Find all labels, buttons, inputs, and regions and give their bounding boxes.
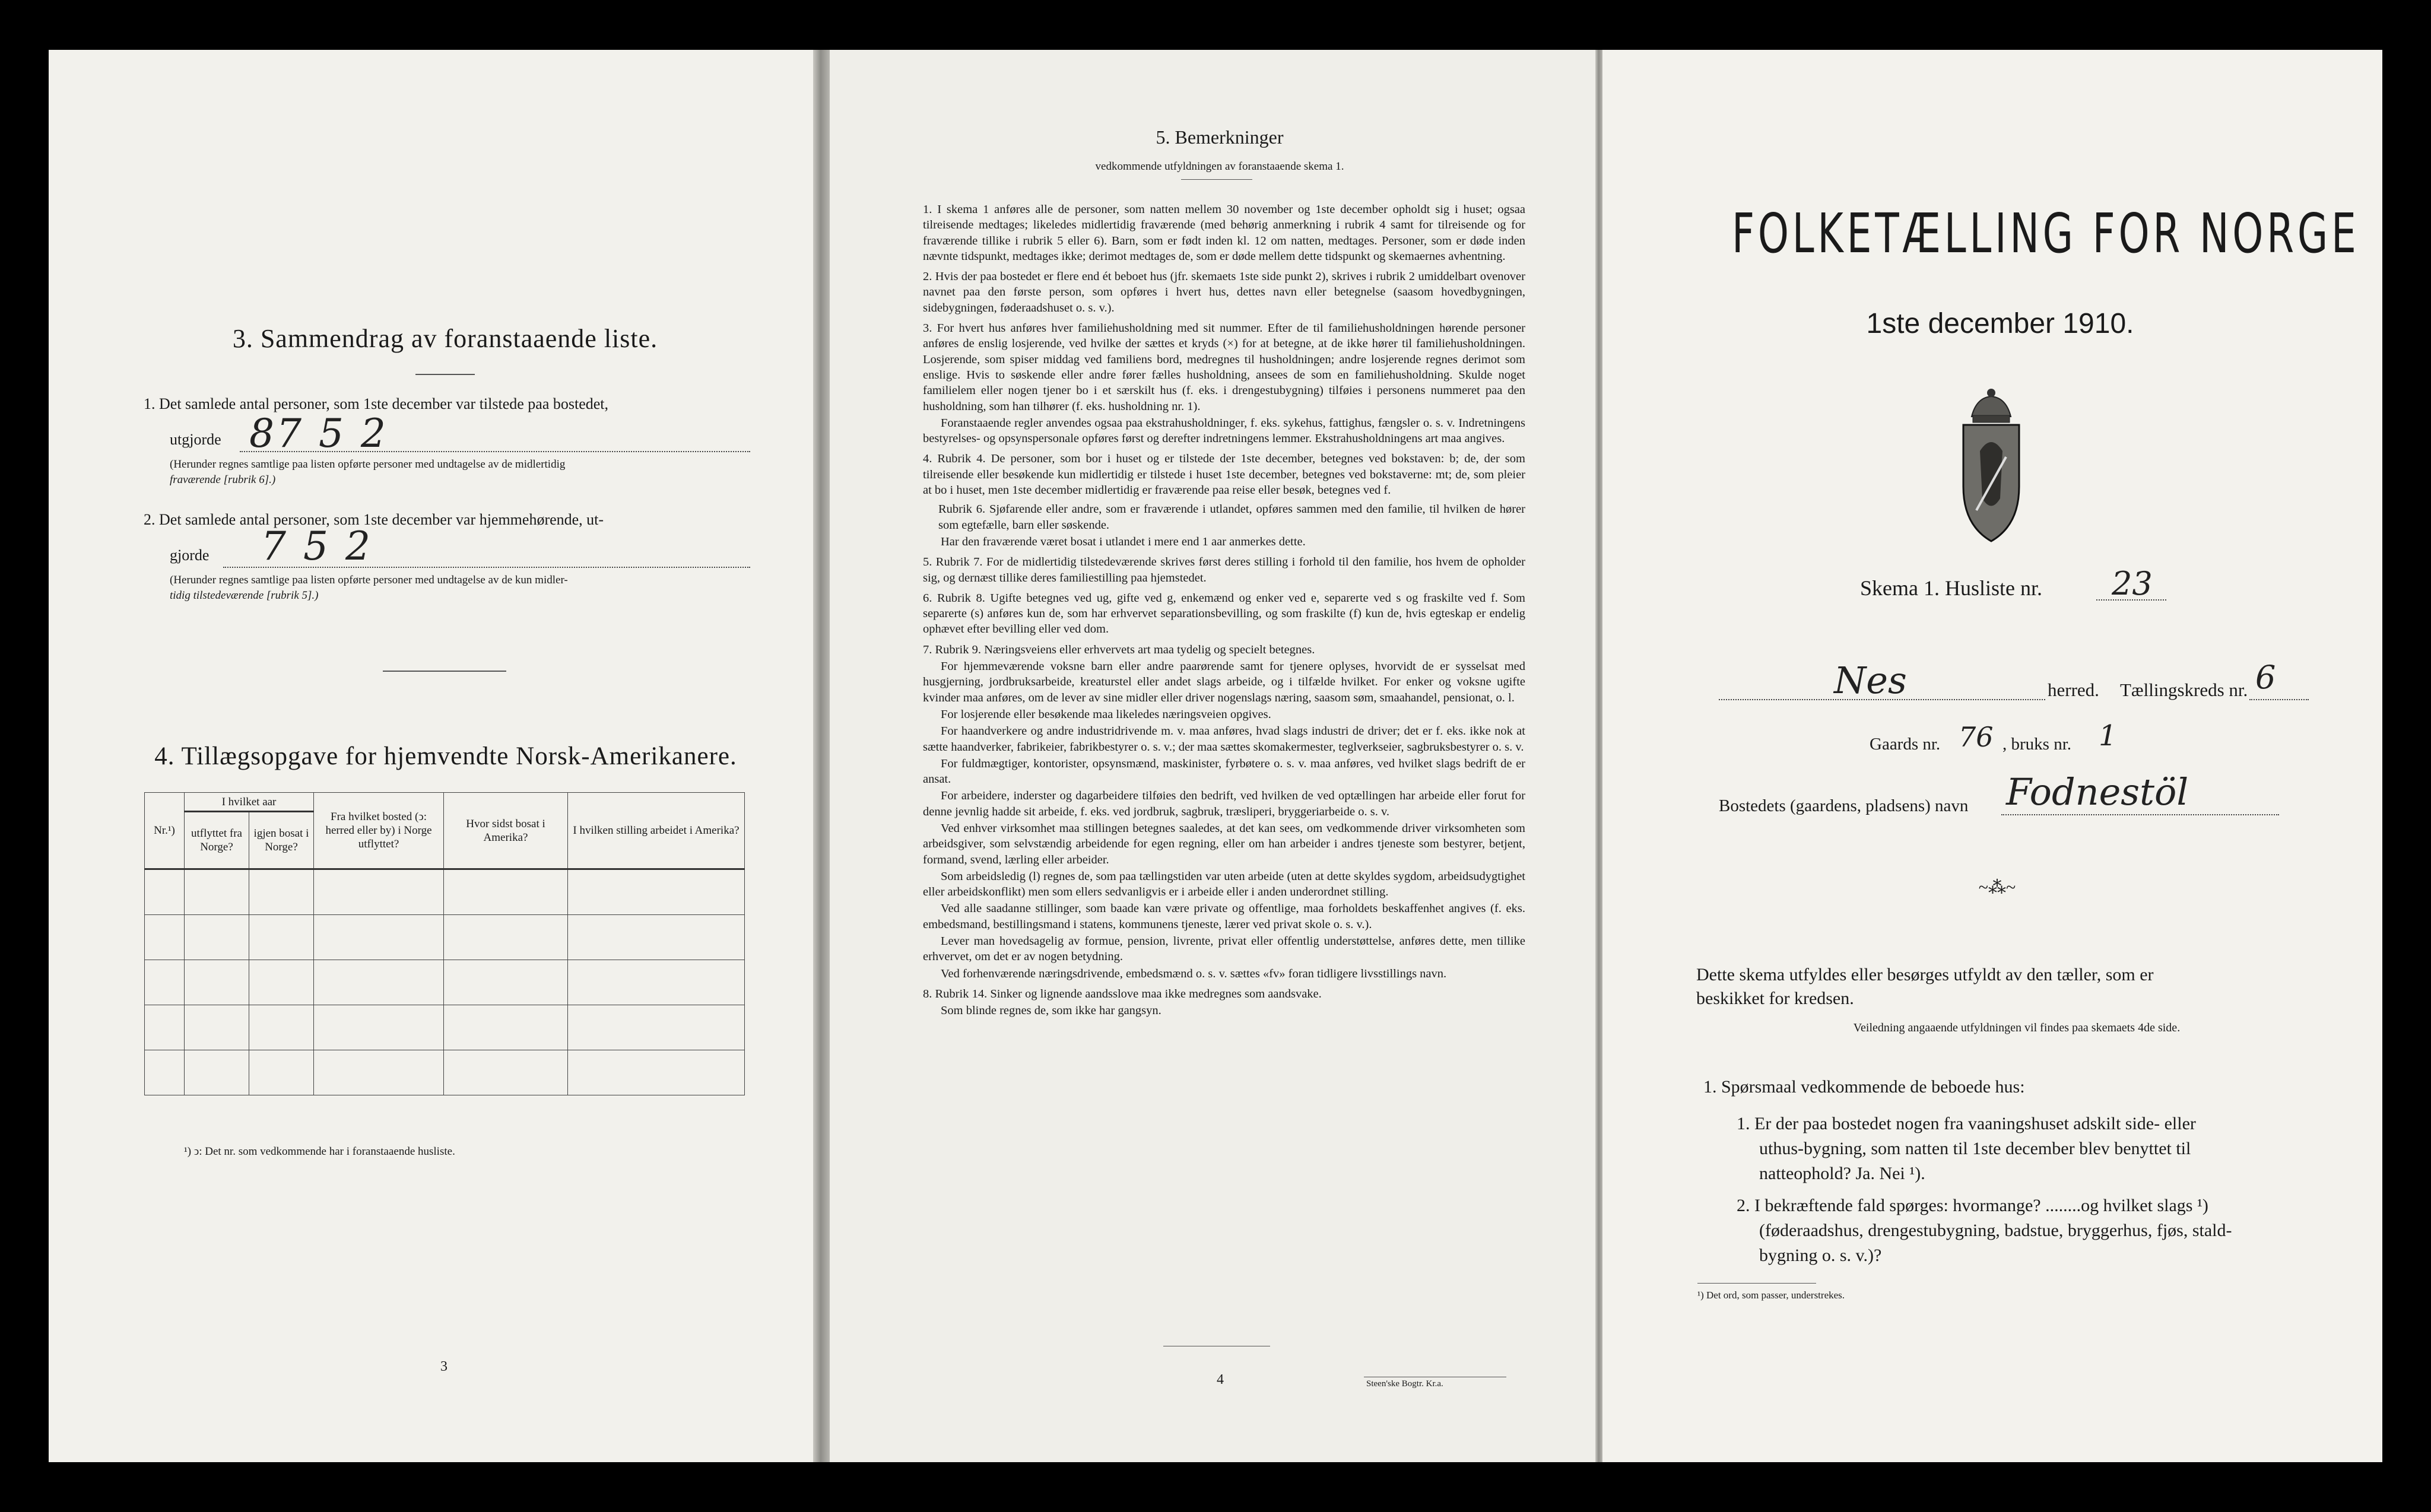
question1-line1: 1. Er der paa bostedet nogen fra vaaningshuset adskilt side- eller [1737,1114,2196,1133]
remark-item: 5. Rubrik 7. For de midlertidig tilstedeværende skrives først deres stilling i forhold til den familie, hos hvem de opholder sig, og dernæst tillike deres familiestilling paa hjemstedet. [923,555,1525,585]
item1-dotted-line [240,451,750,453]
table-cell [145,869,185,915]
bosted-value: Fodnestöl [2006,770,2189,814]
table-row [145,960,745,1005]
divider [415,374,475,375]
tillaegsopgave-table [144,792,745,1095]
table-cell [145,1050,185,1095]
remark-item: For haandverkere og andre industridrivende m. v. maa anføres, hvad slags industri de driver; det er f. eks. ikke nok at sætte haandverker, fabrikeier, fabrikbestyrer o. s. v.; der maa sættes skomakermester, teglverkseier, sagbruksbestyrer o. s. v. [923,725,1525,754]
col-nr: Nr.¹) [145,793,185,869]
table-row [145,869,745,915]
remark-item: Som arbeidsledig (l) regnes de, som paa tællingstiden var uten arbeide (uten at dette skyldes sygdom, arbeidsudygtighet eller arbeidskonflikt) men som ellers sedvanligvis er i arbeide eller i anden underordnet stilling. [923,869,1525,899]
bosted-label: Bostedets (gaardens, pladsens) navn [1719,796,1969,815]
table-cell [314,869,444,915]
question2-line2: (føderaadshus, drengestubygning, badstue, bryggerhus, fjøs, stald- [1759,1221,2232,1240]
item1-line1: 1. Det samlede antal personer, som 1ste december var tilstede paa bostedet, [144,395,609,412]
printer-mark: Steen'ske Bogtr. Kr.a. [1366,1379,1443,1389]
table-cell [249,1050,314,1095]
table-cell [249,869,314,915]
kreds-dotted-line [2249,699,2309,701]
item2-dotted-line [223,567,750,568]
table-cell [314,915,444,960]
item2-handwritten-value: 7 5 2 [261,523,373,569]
remark-item: Lever man hovedsagelig av formue, pension, livrente, privat eller offentlig understøttelse, anføres dette, men tillike erhvervet, om det er av nogen betydning. [923,935,1525,964]
section4-heading: 4. Tillægsopgave for hjemvendte Norsk-Amerikanere. [154,742,737,770]
gaards-value: 76 [1959,721,1994,753]
table-cell [314,960,444,1005]
page-fold [813,50,830,1462]
item2-note1: (Herunder regnes samtlige paa listen opførte personer med undtagelse av de kun midler- [170,574,568,586]
item1-handwritten-value: 87 5 2 [249,411,388,456]
table-cell [568,1005,745,1050]
herred-label: herred. [2048,679,2099,700]
intro-line2: beskikket for kredsen. [1696,989,1854,1008]
item2-line1: 2. Det samlede antal personer, som 1ste december var hjemmehørende, ut- [144,511,604,528]
col-fra-bosted: Fra hvilket bosted (ↄ: herred eller by) i Norge utflyttet? [314,793,444,869]
table-cell [444,1005,568,1050]
remark-item: For losjerende eller besøkende maa likeledes næringsveien opgives. [941,707,1271,721]
husliste-nr-value: 23 [2112,565,2153,602]
table-cell [314,1005,444,1050]
intro-line1: Dette skema utfyldes eller besørges utfyldt av den tæller, som er [1696,965,2154,984]
bruks-value: 1 [2099,719,2117,752]
col-igjen-bosat: igjen bosat i Norge? [249,812,314,869]
table-cell [444,915,568,960]
remark-item: Ved alle saadanne stillinger, som baade kan være private og offentlige, maa forholdets beskaffenhet angives (f. eks. embedsmand, bestillingsmand i statens, kommunens tjeneste, lærer ved privat skole o. s. v.). [923,902,1525,931]
remark-item: 4. Rubrik 4. De personer, som bor i huset og er tilstede der 1ste december, betegnes ved bokstaven: b; de, der som tilreisende eller besøkende kun midlertidig er tilstede i huset 1ste december, betegnes ved bokstaverne: mt; de, som pleier at bo i huset, men 1ste december midlertidig er fraværende paa reise eller besøk, betegnes ved f. [923,452,1525,497]
question2-line3: bygning o. s. v.)? [1759,1246,1882,1265]
page-number: 3 [440,1359,448,1374]
remarks-heading: 5. Bemerkninger [1156,126,1284,148]
table-row [145,915,745,960]
remark-item: 2. Hvis der paa bostedet er flere end ét beboet hus (jfr. skemaets 1ste side punkt 2), skrives i rubrik 2 umiddelbart ovenover navnet paa den første person, som opføres i hvert hus, dettes navn eller betegnelse (saasom hovedbygningen, sidebygningen, føderaadshuset o. s. v.). [923,270,1525,315]
remark-item: For hjemmeværende voksne barn eller andre paarørende samt for tjenere oplyses, hvorvidt de er sysselsat med husgjerning, jordbruksarbeide, kreaturstel eller andet slags arbeide, og i tilfælde hvilket. For enker og voksne ugifte kvinder maa anføres, om de lever av sine midler eller driver nogenslags næring, saasom søm, smaahandel, pensionat, o. l. [923,660,1525,704]
kreds-label: Tællingskreds nr. [2120,679,2248,700]
table-cell [568,1050,745,1095]
table-cell [444,1050,568,1095]
remark-item: Har den fraværende været bosat i utlandet i mere end 1 aar anmerkes dette. [941,535,1306,548]
table-cell [249,915,314,960]
remark-item: 7. Rubrik 9. Næringsveiens eller erhvervets art maa tydelig og specielt betegnes. [923,643,1315,656]
table-footnote: ¹) ↄ: Det nr. som vedkommende har i foranstaaende husliste. [184,1145,455,1158]
table-cell [185,960,249,1005]
item2-label: gjorde [170,547,210,564]
kreds-value: 6 [2255,659,2276,696]
table-cell [314,1050,444,1095]
remark-item: 1. I skema 1 anføres alle de personer, som natten mellem 30 november og 1ste december opholdt sig i huset; ogsaa tilreisende medtages; likeledes midlertidig fraværende (med behørig anmerkning i rubrik 4 samt for tilreisende og for fraværende tillike i rubrik 5 eller 6). Barn, som er født inden kl. 12 om natten, medtages. Personer, som er døde inden nævnte tidspunkt, medtages ikke; derimot medtages de, som er døde mellem dette tidspunkt og skemaernes avhentning. [923,203,1525,263]
remark-item: For arbeidere, inderster og dagarbeidere tilføies den bedrift, ved hvilken de ved optællingen har arbeide eller forut for denne jevnlig hadde sit arbeide, f. eks. ved jordbruk, sagbruk, træsliperi, bryggeriarbeide o. s. v. [923,789,1525,818]
question1-line2: uthus-bygning, som natten til 1ste december blev benyttet til [1759,1139,2191,1158]
col-group-year: I hvilket aar [185,793,314,812]
coat-of-arms-icon [1959,386,2024,546]
remark-item: Foranstaaende regler anvendes ogsaa paa ekstrahusholdninger, f. eks. sykehus, fattighus, fængsler o. s. v. Indretningens bestyrelses- og opsynspersonale opføres først og derefter indretningens lemmer. Ekstrahusholdningens art maa angives. [923,416,1525,446]
remark-item: Ved forhenværende næringsdrivende, embedsmænd o. s. v. sættes «fv» foran tidligere livsstillings navn. [941,967,1447,980]
herred-value: Nes [1834,659,1907,702]
table-cell [185,1005,249,1050]
form-title: FOLKETÆLLING FOR NORGE [1732,202,2360,265]
table-cell [568,960,745,1005]
remark-item: 3. For hvert hus anføres hver familiehusholdning med sit nummer. Efter de til familiehusholdningen hørende personer anføres de enslig losjerende, ved hvilke der sættes et kryds (×) for at betegne, at de ikke hører til familiehusholdningen. Losjerende, som spiser middag ved familiens bord, medregnes til husholdningen; andre losjerende regnes derimot som enslige. Hvis to søskende eller andre fører fælles husholdning, ansees de som en familiehusholdning. Skulde noget familielem eller nogen tjener bo i et særskilt hus (f. eks. i drengestubygning) tilføies i personens nummeret paa den husholdning, som han tilhører (f. eks. husholdning nr. 1). [923,322,1525,413]
section3-heading: 3. Sammendrag av foranstaaende liste. [232,324,658,353]
page-fold [1595,50,1602,1462]
remarks-subheading: vedkommende utfyldningen av foranstaaende skema 1. [1095,160,1344,173]
gaards-label: Gaards nr. [1870,735,1941,754]
table-cell [249,1005,314,1050]
divider [1181,179,1252,180]
herred-dotted-line [1719,699,2045,701]
table-cell [568,869,745,915]
table-row [145,1005,745,1050]
question1-line3: natteophold? Ja. Nei ¹). [1759,1164,1925,1183]
remark-item: Rubrik 6. Sjøfarende eller andre, som er fraværende i utlandet, opføres sammen med den familie, til hvilken de hører som egtefælle, barn eller søskende. [938,503,1525,532]
question2-line1: 2. I bekræftende fald spørges: hvormange? ........og hvilket slags ¹) [1737,1196,2208,1215]
table-cell [568,915,745,960]
table-cell [444,960,568,1005]
table-cell [145,960,185,1005]
table-row [145,1050,745,1095]
question-heading: 1. Spørsmaal vedkommende de beboede hus: [1703,1077,2025,1097]
bosted-dotted-line [2001,814,2279,816]
item1-note2: fraværende [rubrik 6].) [170,474,276,486]
intro-note: Veiledning angaaende utfyldningen vil findes paa skemaets 4de side. [1853,1021,2181,1034]
page-number: 4 [1217,1372,1224,1387]
table-cell [185,869,249,915]
census-date: 1ste december 1910. [1866,308,2134,339]
skema-label: Skema 1. Husliste nr. [1860,576,2042,600]
ornament: ~⁂~ [1978,878,2016,897]
col-utflyttet: utflyttet fra Norge? [185,812,249,869]
remarks-list [923,202,1525,1019]
remark-item: Ved enhver virksomhet maa stillingen betegnes saaledes, at det kan sees, om vedkommende driver virksomheten som arbeidsgiver, som selvstændig arbeidende for egen regning, eller om han arbeider i andres tjeneste som bestyrer, betjent, formand, svend, lærling eller arbeider. [923,821,1525,866]
table-cell [145,915,185,960]
remark-item: Som blinde regnes de, som ikke har gangsyn. [941,1004,1161,1018]
divider [1697,1283,1816,1284]
remark-item: For fuldmægtiger, kontorister, opsynsmænd, maskinister, fyrbøtere o. s. v. maa anføres, ved hvilket slags bedrift de er ansat. [923,757,1525,786]
col-stilling: I hvilken stilling arbeidet i Amerika? [568,793,745,869]
item1-note1: (Herunder regnes samtlige paa listen opførte personer med undtagelse av de midlertidig [170,458,566,471]
table-cell [185,1050,249,1095]
col-hvor-bosat: Hvor sidst bosat i Amerika? [444,793,568,869]
table-cell [185,915,249,960]
item1-label: utgjorde [170,431,221,448]
table-cell [249,960,314,1005]
remark-item: 6. Rubrik 8. Ugifte betegnes ved ug, gifte ved g, enkemænd og enker ved e, separerte ved s og fraskilte ved f. Som separerte (s) anføres kun de, som har erhvervet separationsbevilling, og som fraskilte (f) kun de, hvis egteskap er endelig ophævet efter bevilling eller ved dom. [923,591,1525,636]
husliste-dotted-line [2096,599,2166,601]
item2-note2: tidig tilstedeværende [rubrik 5].) [170,589,319,602]
table-cell [145,1005,185,1050]
right-footnote: ¹) Det ord, som passer, understrekes. [1697,1289,1845,1301]
table-cell [444,869,568,915]
divider [383,671,506,672]
bruks-label: , bruks nr. [2002,735,2071,754]
remark-item: 8. Rubrik 14. Sinker og lignende aandsslove maa ikke medregnes som aandsvake. [923,987,1322,1000]
